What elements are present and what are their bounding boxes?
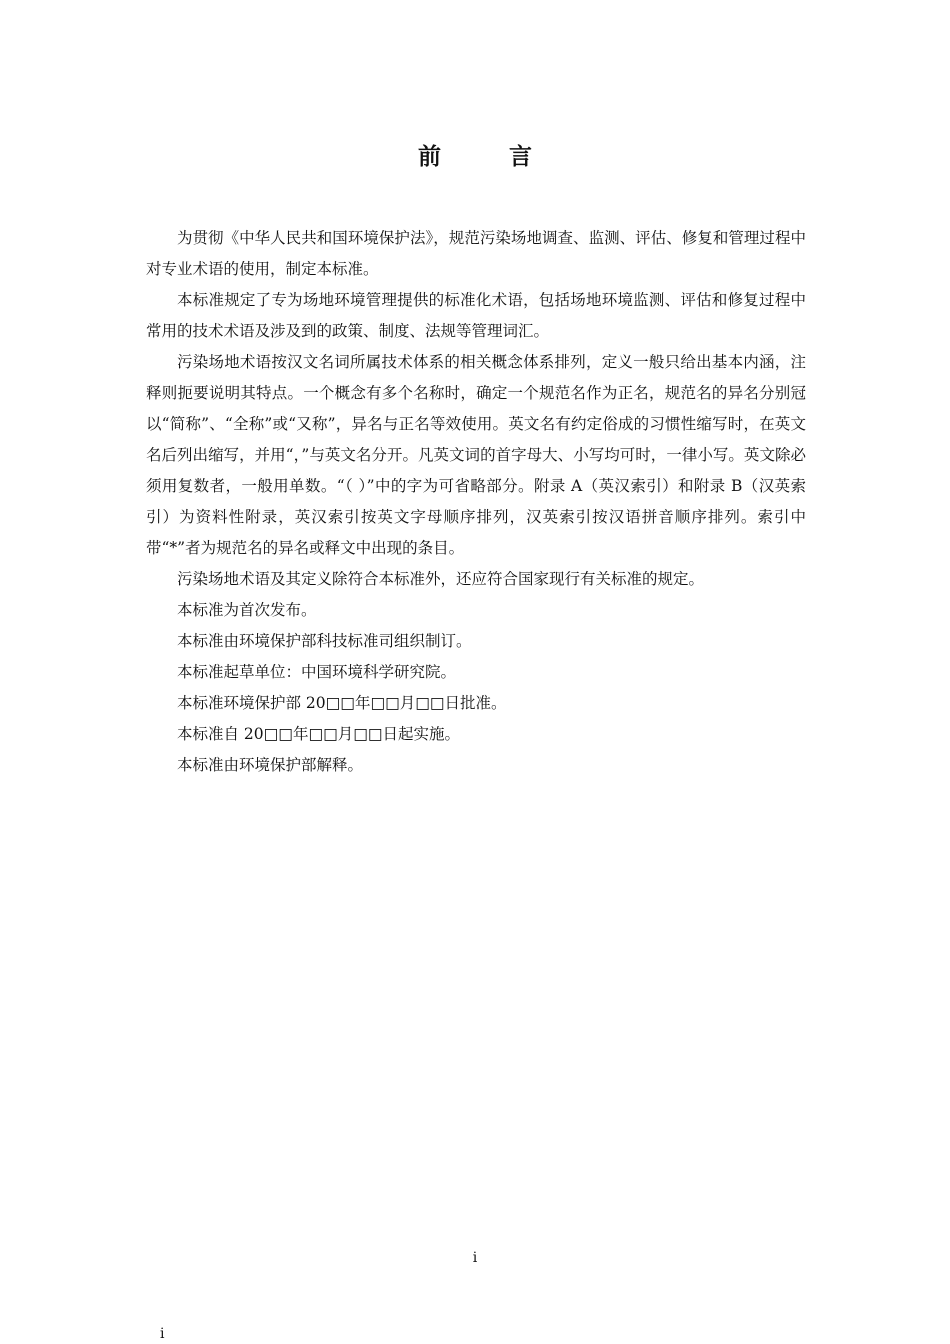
- paragraph-compliance: 污染场地术语及其定义除符合本标准外，还应符合国家现行有关标准的规定。: [177, 570, 705, 588]
- paragraph-approval-date: 本标准环境保护部 20□□年□□月□□日批准。: [177, 694, 507, 712]
- page-number: i: [472, 1250, 478, 1266]
- paragraph-effective-date: 本标准自 20□□年□□月□□日起实施。: [177, 725, 461, 743]
- paragraph-interpretation: 本标准由环境保护部解释。: [177, 756, 364, 774]
- page-title: 前 言: [417, 143, 562, 170]
- paragraph-organizer: 本标准由环境保护部科技标准司组织制订。: [177, 632, 472, 650]
- paragraph-first-release: 本标准为首次发布。: [177, 601, 317, 619]
- paragraph-arrangement: 污染场地术语按汉文名词所属技术体系的相关概念体系排列，定义一般只给出基本内涵，注释则扼要说明其特点。一个概念有多个名称时，确定一个规范名作为正名，规范名的异名分别冠以“简称”、“全称”或“又称”，异名与正名等效使用。英文名有约定俗成的习惯性缩写时，在英文名后列出缩写，并用“，”与英文名分开。凡英文词的首字母大、小写均可时，一律小写。英文除必须用复数者，一般用单数。“（ ）”中的字为可省略部分。附录 A（英汉索引）和附录 B（汉英索引）为资料性附录，英汉索引按英文字母顺序排列，汉英索引按汉语拼音顺序排列。索引中带“*”者为规范名的异名或释文中出现的条目。: [146, 353, 806, 557]
- paragraph-drafting-unit: 本标准起草单位：中国环境科学研究院。: [177, 663, 457, 681]
- foreword-body: [146, 223, 806, 781]
- paragraph-purpose: 为贯彻《中华人民共和国环境保护法》，规范污染场地调查、监测、评估、修复和管理过程中对专业术语的使用，制定本标准。: [146, 229, 806, 278]
- paragraph-scope: 本标准规定了专为场地环境管理提供的标准化术语，包括场地环境监测、评估和修复过程中常用的技术术语及涉及到的政策、制度、法规等管理词汇。: [146, 291, 806, 340]
- corner-page-mark: i: [160, 1326, 165, 1342]
